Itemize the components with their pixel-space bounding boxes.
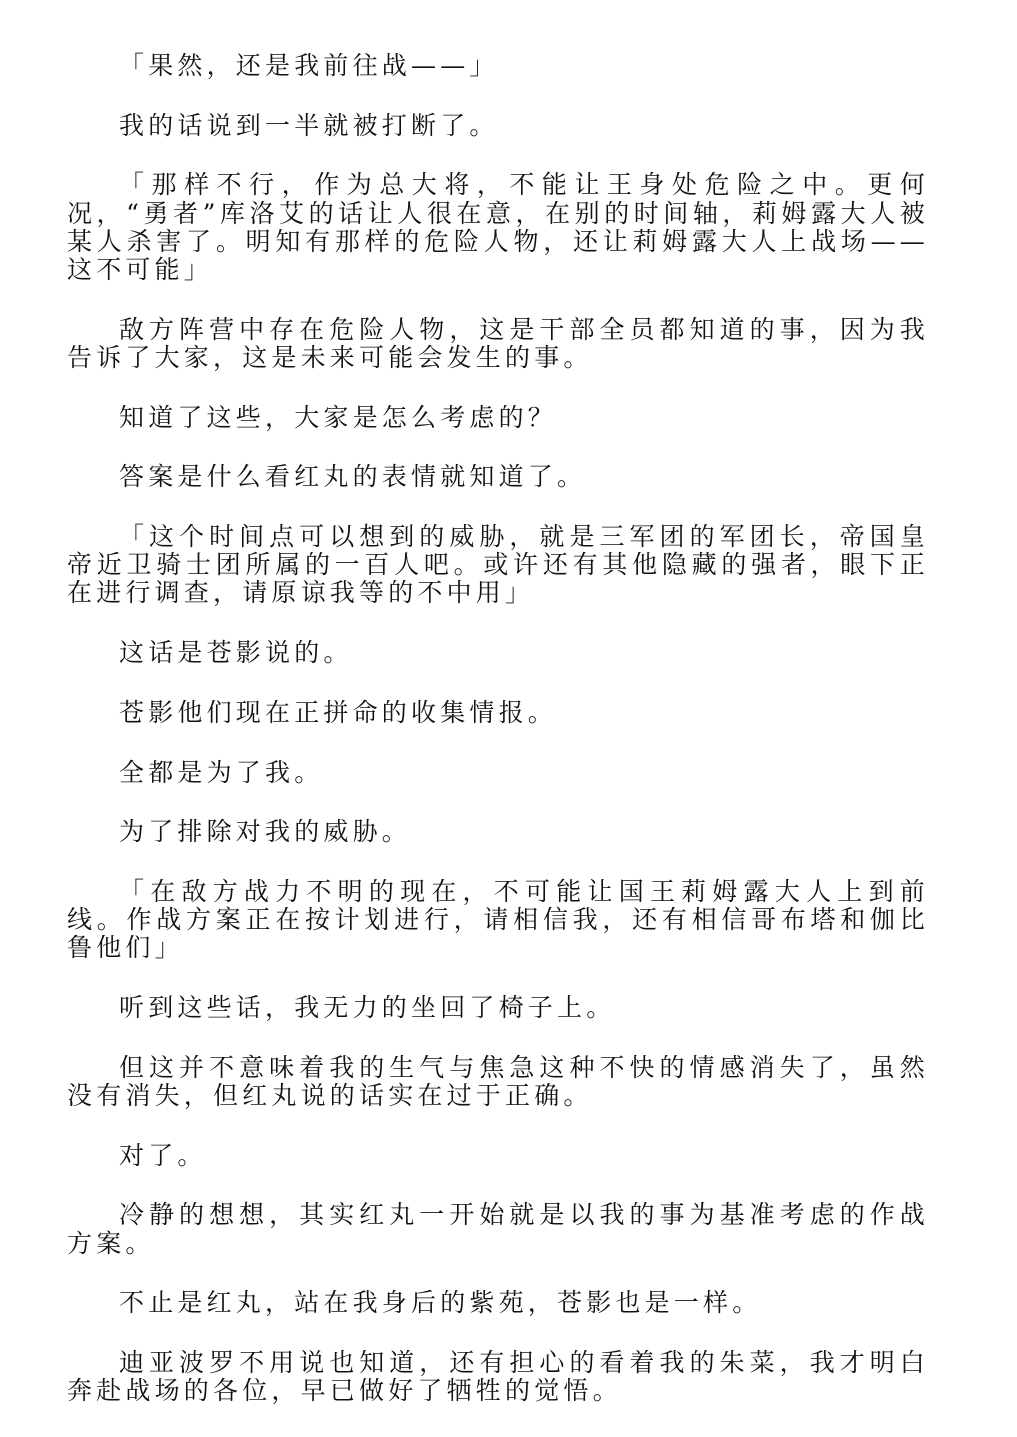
paragraph-narration: 为了排除对我的威胁。 xyxy=(119,817,412,847)
paragraph-narration: 知道了这些，大家是怎么考虑的？ xyxy=(119,402,558,432)
paragraph-dialogue: 「那样不行，作为总大将，不能让王身处危险之中。更何况，“勇者”库洛艾的话让人很在意，在别的时间轴，莉姆露大人被某人杀害了。明知有那样的危险人物，还让莉姆露大人上战场——这不可能」 xyxy=(67,170,929,285)
paragraph-narration: 但这并不意味着我的生气与焦急这种不快的情感消失了，虽然没有消失，但红丸说的话实在过于正确。 xyxy=(67,1052,929,1110)
paragraph-narration: 我的话说到一半就被打断了。 xyxy=(119,110,499,140)
paragraph-dialogue: 「在敌方战力不明的现在，不可能让国王莉姆露大人上到前线。作战方案正在按计划进行，请相信我，还有相信哥布塔和伽比鲁他们」 xyxy=(67,876,929,963)
paragraph-dialogue: 「这个时间点可以想到的威胁，就是三军团的军团长，帝国皇帝近卫骑士团所属的一百人吧。或许还有其他隐藏的强者，眼下正在进行调查，请原谅我等的不中用」 xyxy=(67,522,929,608)
paragraph-dialogue: 「果然，还是我前往战——」 xyxy=(119,51,499,80)
document-page xyxy=(67,52,929,1437)
paragraph-narration: 不止是红丸，站在我身后的紫苑，苍影也是一样。 xyxy=(119,1288,762,1318)
paragraph-narration: 苍影他们现在正拼命的收集情报。 xyxy=(119,697,558,727)
paragraph-narration: 敌方阵营中存在危险人物，这是干部全员都知道的事，因为我告诉了大家，这是未来可能会发生的事。 xyxy=(67,314,929,372)
paragraph-narration: 答案是什么看红丸的表情就知道了。 xyxy=(119,462,587,492)
paragraph-narration: 对了。 xyxy=(119,1140,207,1170)
paragraph-narration: 全都是为了我。 xyxy=(119,757,324,787)
paragraph-narration: 冷静的想想，其实红丸一开始就是以我的事为基准考虑的作战方案。 xyxy=(67,1200,929,1258)
paragraph-narration: 这话是苍影说的。 xyxy=(119,638,353,668)
paragraph-narration: 迪亚波罗不用说也知道，还有担心的看着我的朱菜，我才明白奔赴战场的各位，早已做好了牺牲的觉悟。 xyxy=(67,1347,929,1406)
paragraph-narration: 听到这些话，我无力的坐回了椅子上。 xyxy=(119,993,616,1023)
